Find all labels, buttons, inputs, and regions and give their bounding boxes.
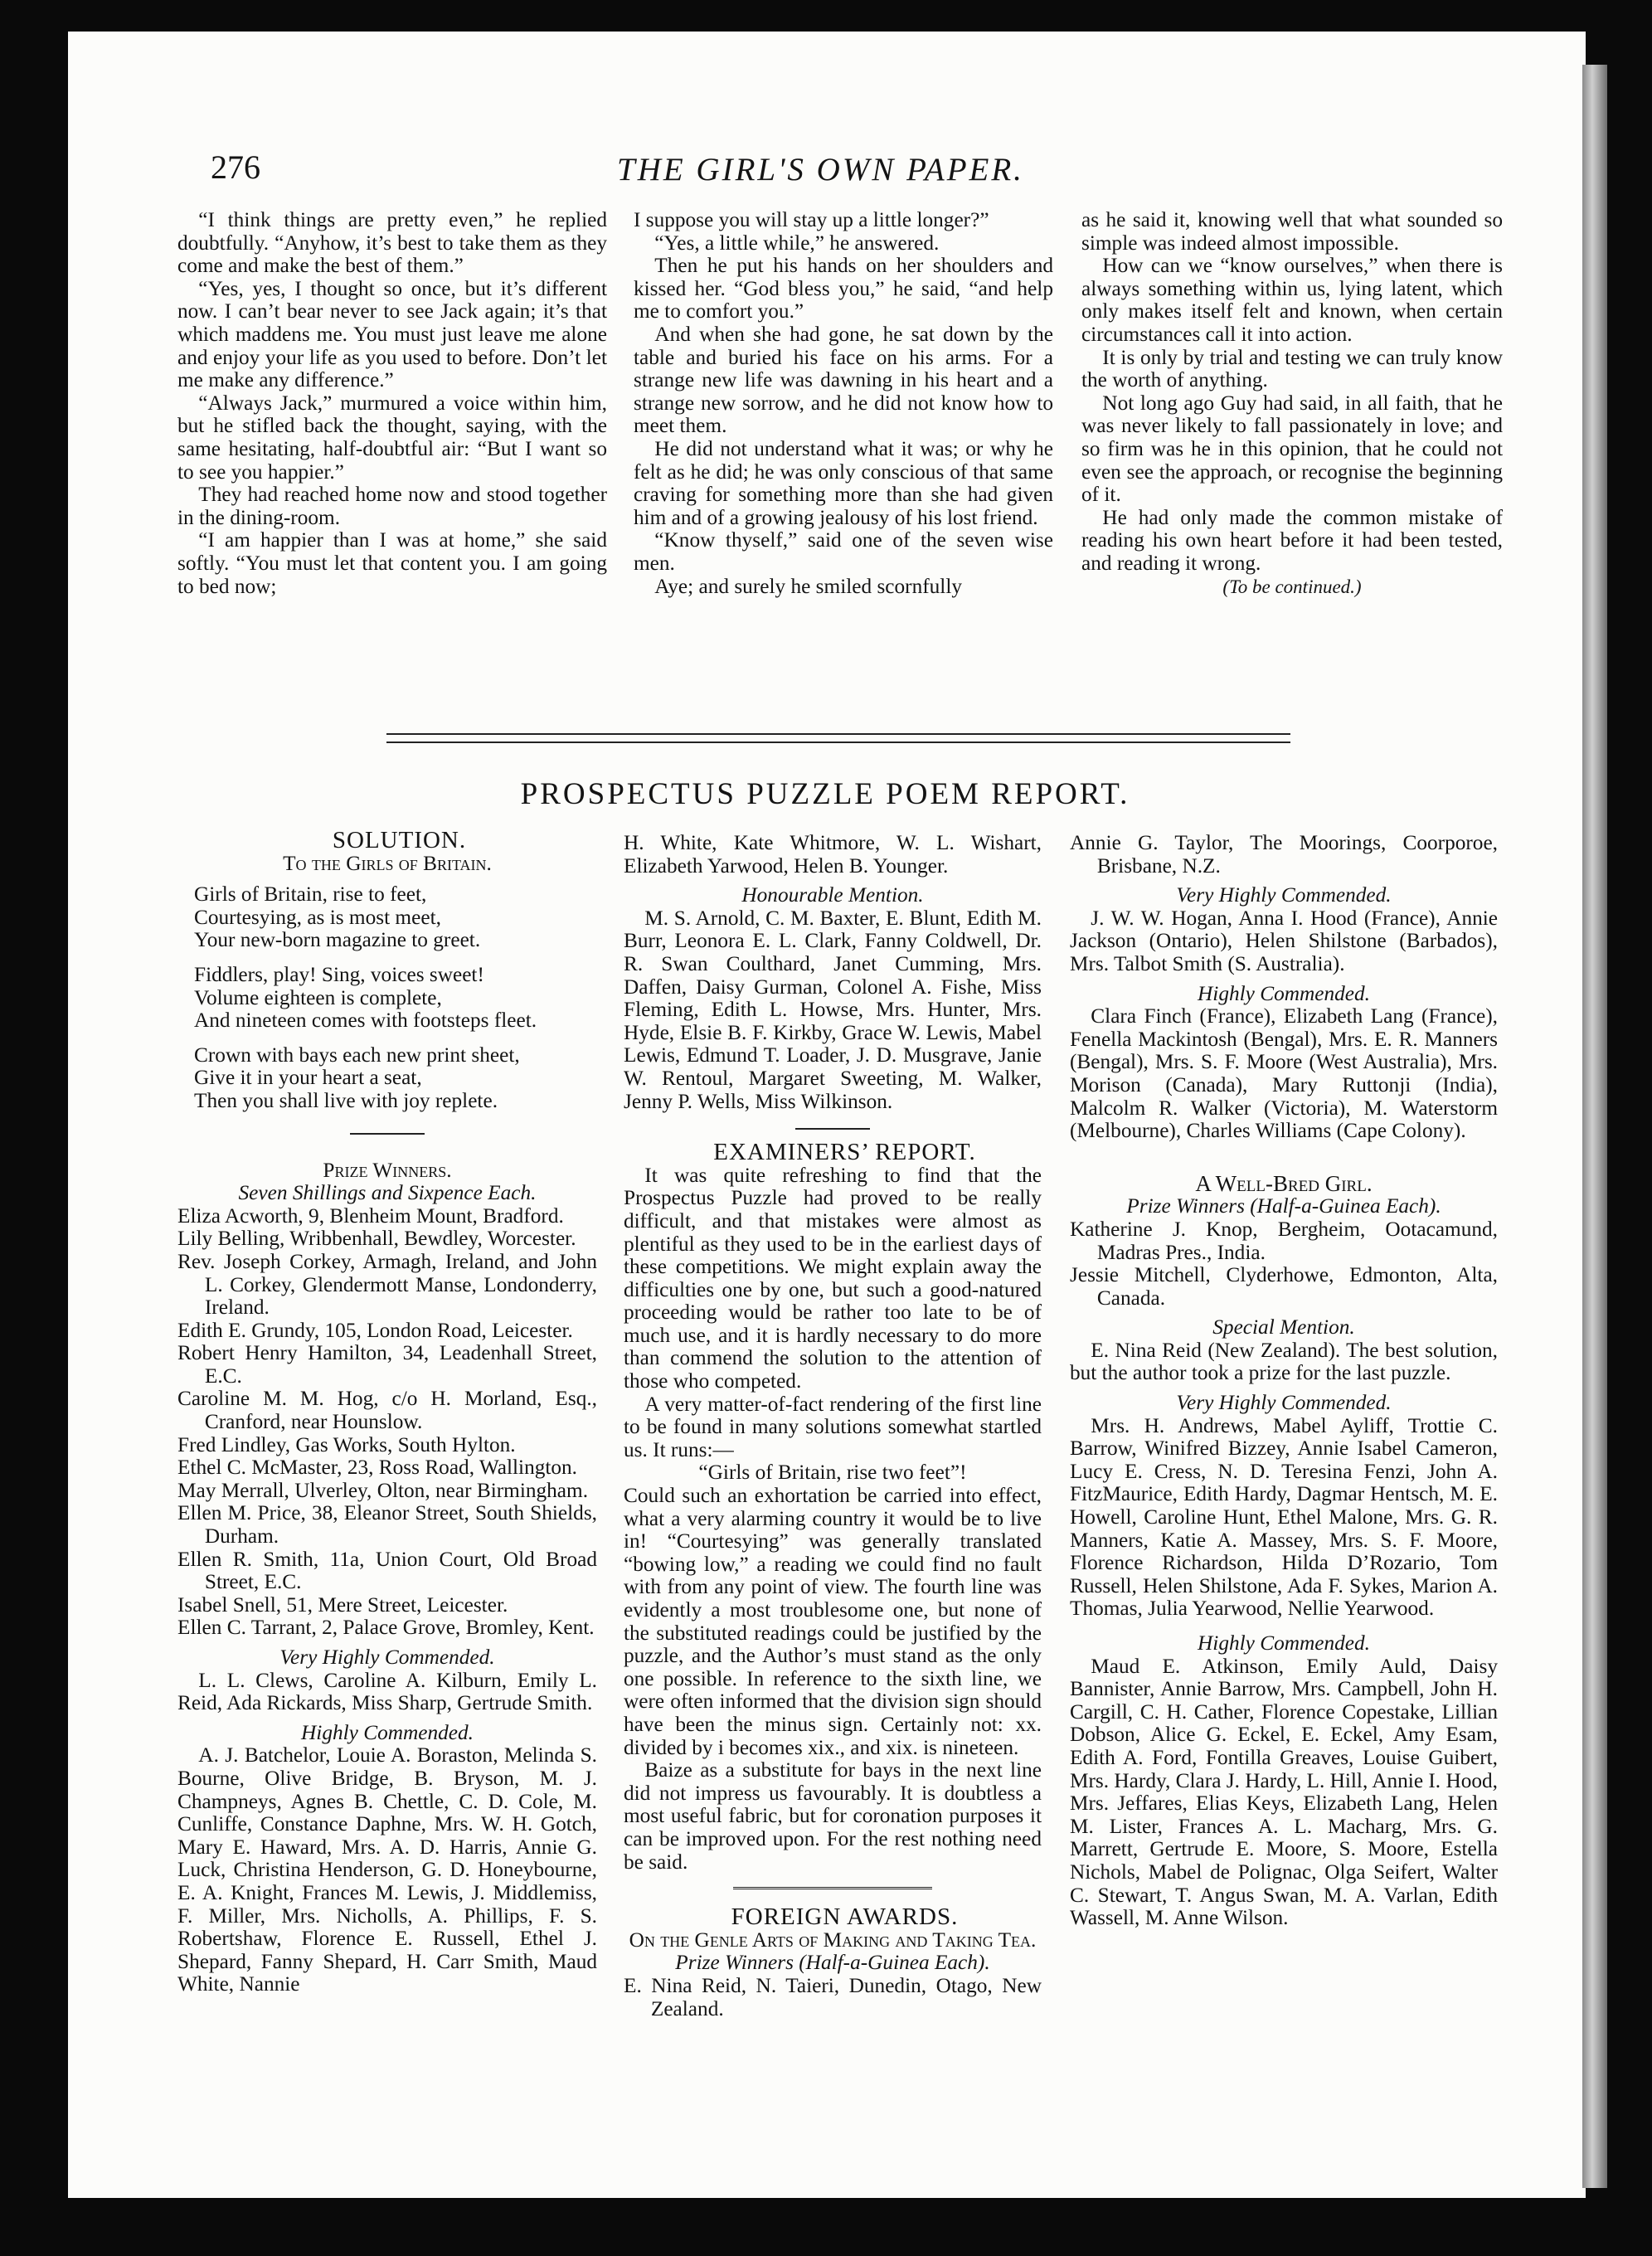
story-paragraph: “Yes, yes, I thought so once, but it’s different now. I can’t bear never to see Jack again; it’s that which maddens me. You must just leave me alone and enjoy your life as you used to before. Don’t let me make any difference.” (177, 276, 607, 392)
prize-winners-heading: Prize Winners. (323, 1158, 452, 1182)
hc-heading: Highly Commended. (301, 1720, 474, 1744)
solution-poem (194, 883, 597, 1112)
poem-line: Then you shall live with joy replete. (194, 1088, 498, 1112)
hc-list: A. J. Batchelor, Louie A. Boraston, Melinda S. Bourne, Olive Bridge, B. Bryson, M. J. Champneys, Agnes B. Chettle, C. D. Cole, M. Cunliffe, Constance Daphne, Mrs. W. H. Gotch, Mary E. Haward, Mrs. A. D. Harris, Annie G. Luck, Christina Henderson, G. D. Honeybourne, E. A. Knight, Frances M. Lewis, J. Middlemiss, F. Miller, Mrs. Nicholls, A. Phillips, F. S. Robertshaw, Florence E. Russell, Ethel J. Shepard, Fanny Shepard, H. Carr Smith, Maud White, Nannie (177, 1743, 597, 1996)
special-mention-text: E. Nina Reid (New Zealand). The best solution, but the author took a prize for the last puzzle. (1070, 1338, 1498, 1385)
prize-winner: Isabel Snell, 51, Mere Street, Leicester. (177, 1592, 508, 1617)
page-header (211, 148, 1090, 197)
well-bred-girl-winner: Jessie Mitchell, Clyderhowe, Edmonton, Alta, Canada. (1070, 1263, 1498, 1310)
story-paragraph: It is only by trial and testing we can truly know the worth of anything. (1081, 345, 1503, 392)
foreign-hc-list: Clara Finch (France), Elizabeth Lang (France), Fenella Mackintosh (Bengal), Mrs. E. R. Manners (Bengal), Mrs. S. F. Moore (West Australia), Mrs. Morison (Canada), Mary Ruttonji (India), Malcolm R. Walker (Victoria), M. Waterstorm (Melbourne), Charles Williams (Cape Colony). (1070, 1004, 1498, 1143)
story-paragraph: “I think things are pretty even,” he replied doubtfully. “Anyhow, it’s best to take them as they come and make the best of them.” (177, 208, 607, 278)
foreign-awards-heading: FOREIGN AWARDS. (731, 1904, 959, 1931)
special-mention-heading: Special Mention. (1212, 1315, 1355, 1340)
examiners-paragraph: It was quite refreshing to find that the Prospectus Puzzle had proved to be really difficult, and that mistakes were almost as plentiful as they used to be in the earliest days of these competitions. We might explain away the difficulties one by one, but such a good-natured proceeding would be rather too late to be of much use, and it is hardly necessary to do more than commend the solution to the attention of those who competed. (624, 1163, 1042, 1393)
poem-line: Crown with bays each new print sheet, (194, 1043, 520, 1067)
examiners-paragraph: Could such an exhortation be carried into effect, what a very alarming country it would be to live in! “Courtesying” was generally translated “bowing low,” a reading we could find no fault with from any point of view. The fourth line was evidently a most troublesome one, but none of the substituted readings could be justified by the puzzle, and the Author’s must stand as the only one possible. In reference to the sixth line, we were often informed that the division sign should have been the minus sign. Certainly not: xx. divided by i becomes xix., and xix. is nineteen. (624, 1484, 1042, 1759)
prize-winner: Caroline M. M. Hog, c/o H. Morland, Esq., Cranford, near Hounslow. (177, 1387, 597, 1434)
poem-title: To the Girls of Britain. (283, 851, 492, 875)
divider (350, 1133, 425, 1135)
story-column-1 (177, 209, 607, 598)
poem-line: Your new-born magazine to greet. (194, 928, 481, 952)
vhc-heading: Very Highly Commended. (279, 1646, 495, 1669)
foreign-vhc-list: J. W. W. Hogan, Anna I. Hood (France), Annie Jackson (Ontario), Helen Shilstone (Barbados), Mrs. Talbot Smith (S. Australia). (1070, 906, 1498, 975)
story-paragraph: He had only made the common mistake of reading his own heart before it had been tested, and reading it wrong. (1081, 505, 1503, 575)
divider (795, 1128, 870, 1130)
well-bred-girl-hc-list: Maud E. Atkinson, Emily Auld, Daisy Bannister, Annie Barrow, Mrs. Campbell, John H. Cargill, C. H. Cather, Florence Copestake, Lillian Dobson, Alice G. Eckel, E. Eckel, Amy Esam, Edith A. Ford, Fontilla Greaves, Louise Guibert, Mrs. Hardy, Clara J. Hardy, L. Hill, Annie I. Hood, Mrs. Jeffares, Elias Keys, Elizabeth Lang, Helen M. Lister, Frances A. L. Macharg, Mrs. G. Marrett, Gertrude E. Moore, S. Moore, Estella Nichols, Mabel de Polignac, Olga Seifert, Walter C. Stewart, T. Angus Swan, M. A. Varlan, Edith Wassell, M. Anne Wilson. (1070, 1654, 1498, 1930)
story-paragraph: And when she had gone, he sat down by the table and buried his face on his arms. For a strange new life was dawning in his heart and a strange new sorrow, and he did not know how to meet them. (634, 322, 1053, 438)
report-column-1 (177, 829, 597, 1996)
prize-winner: Ellen R. Smith, 11a, Union Court, Old Broad Street, E.C. (177, 1547, 597, 1594)
well-bred-girl-vhc-heading: Very Highly Commended. (1176, 1391, 1392, 1415)
prize-winner: May Merrall, Ulverley, Olton, near Birmingham. (177, 1478, 589, 1502)
prize-winner: Fred Lindley, Gas Works, South Hylton. (177, 1432, 516, 1456)
examiners-paragraph: Baize as a substitute for bays in the next line did not impress us favourably. It is doubtless a most useful fabric, but for coronation purposes it can be improved upon. For the rest nothing need be said. (624, 1758, 1042, 1874)
examiners-paragraph: A very matter-of-fact rendering of the first line to be found in many solutions somewhat startled us. It runs:— (624, 1392, 1042, 1461)
divider (733, 1887, 932, 1889)
prize-winner: Robert Henry Hamilton, 34, Leadenhall Street, E.C. (177, 1341, 597, 1388)
story-paragraph: How can we “know ourselves,” when there is always something within us, lying latent, which only makes itself felt and known, when certain circumstances call it into action. (1081, 254, 1503, 346)
book-spine-edge (1582, 65, 1607, 2188)
section-divider (386, 733, 1290, 743)
masthead: THE GIRL'S OWN PAPER. (617, 152, 1024, 187)
report-title: PROSPECTUS PUZZLE POEM REPORT. (520, 777, 1130, 811)
story-paragraph: Then he put his hands on her shoulders and kissed her. “God bless you,” he said, “and help me to comfort you.” (634, 254, 1053, 323)
foreign-hc-heading: Highly Commended. (1198, 981, 1370, 1005)
to-be-continued: (To be continued.) (1222, 576, 1362, 597)
report-column-2 (624, 832, 1042, 2020)
vhc-list: L. L. Clews, Caroline A. Kilburn, Emily L. Reid, Ada Rickards, Miss Sharp, Gertrude Smith. (177, 1668, 597, 1715)
well-bred-girl-prize-heading: Prize Winners (Half-a-Guinea Each). (1126, 1194, 1441, 1218)
prize-winner: Edith E. Grundy, 105, London Road, Leicester. (177, 1318, 573, 1342)
foreign-vhc-heading: Very Highly Commended. (1176, 883, 1392, 907)
story-column-2 (634, 209, 1053, 598)
story-column-3 (1081, 209, 1503, 598)
story-paragraph: Aye; and surely he smiled scornfully (654, 574, 963, 598)
solution-heading: SOLUTION. (332, 827, 467, 853)
story-paragraph: He did not understand what it was; or why he felt as he did; he was only conscious of that same craving for something more than she had given him and of a growing jealousy of his lost friend. (634, 436, 1053, 529)
poem-line: Fiddlers, play! Sing, voices sweet! (194, 962, 484, 986)
examiners-quote: “Girls of Britain, rise two feet”! (698, 1461, 967, 1485)
story-paragraph: I suppose you will stay up a little longer?” (634, 208, 989, 231)
poem-line: And nineteen comes with footsteps fleet. (194, 1009, 537, 1033)
foreign-prize-winner: E. Nina Reid, N. Taieri, Dunedin, Otago, New Zealand. (624, 1973, 1042, 2020)
prize-winner: Eliza Acworth, 9, Blenheim Mount, Bradford. (177, 1203, 564, 1228)
story-paragraph: as he said it, knowing well that what sounded so simple was indeed almost impossible. (1081, 208, 1503, 255)
foreign-awards-subheading: On the Genle Arts of Making and Taking Tea. (629, 1928, 1037, 1952)
prize-winner: Ellen C. Tarrant, 2, Palace Grove, Bromley, Kent. (177, 1616, 595, 1640)
poem-line: Volume eighteen is complete, (194, 985, 442, 1009)
story-paragraph: “Always Jack,” murmured a voice within him, but he stifled back the thought, saying, with the same hesitating, half-doubtful air: “But I want so to see you happier.” (177, 391, 607, 484)
foreign-prize-winners-heading: Prize Winners (Half-a-Guinea Each). (675, 1951, 990, 1975)
story-paragraph: “Know thyself,” said one of the seven wise men. (634, 528, 1053, 575)
well-bred-girl-vhc-list: Mrs. H. Andrews, Mabel Ayliff, Trottie C. Barrow, Winifred Bizzey, Annie Isabel Cameron, Lucy E. Cress, N. D. Teresina Fenzi, John A. FitzMaurice, Edith Hardy, Dagmar Hentsch, M. E. Howell, Caroline Hunt, Ethel Malone, Mrs. G. R. Manners, Katie A. Massey, Mrs. S. F. Moore, Florence Richardson, Hilda D’Rozario, Tom Russell, Helen Shilstone, Ada F. Sykes, Marion A. Thomas, Julia Yearwood, Nellie Yearwood. (1070, 1413, 1498, 1621)
well-bred-girl-winner: Katherine J. Knop, Bergheim, Ootacamund, Madras Pres., India. (1070, 1217, 1498, 1264)
story-paragraph: They had reached home now and stood together in the dining-room. (177, 483, 607, 529)
hm-list: M. S. Arnold, C. M. Baxter, E. Blunt, Edith M. Burr, Leonora E. L. Clark, Fanny Coldwell, Dr. R. Swan Coulthard, Janet Cumming, Mrs. Daffen, Daisy Gurman, Colonel A. Fishe, Miss Fleming, Edith L. Howse, Mrs. Hunter, Mrs. Hyde, Elsie B. F. Kirkby, Grace W. Lewis, Mabel Lewis, Edmund T. Loader, J. D. Musgrave, Janie W. Rentoul, Margaret Sweeting, M. Walker, Jenny P. Wells, Miss Wilkinson. (624, 906, 1042, 1113)
report-column-3 (1070, 832, 1498, 1930)
hc-list-continued: H. White, Kate Whitmore, W. L. Wishart, Elizabeth Yarwood, Helen B. Younger. (624, 831, 1042, 878)
prize-winners-subheading: Seven Shillings and Sixpence Each. (238, 1181, 537, 1205)
well-bred-girl-heading: A Well-Bred Girl. (1195, 1170, 1373, 1196)
foreign-prize-winner: Annie G. Taylor, The Moorings, Coorporoe, Brisbane, N.Z. (1070, 831, 1498, 878)
prize-winner: Ethel C. McMaster, 23, Ross Road, Wallington. (177, 1456, 578, 1480)
story-paragraph: “Yes, a little while,” he answered. (654, 231, 940, 255)
prize-winner: Rev. Joseph Corkey, Armagh, Ireland, and John L. Corkey, Glendermott Manse, Londonderry, Ireland. (177, 1249, 597, 1320)
poem-line: Girls of Britain, rise to feet, (194, 882, 427, 907)
page-number: 276 (211, 148, 260, 186)
well-bred-girl-hc-heading: Highly Commended. (1198, 1631, 1370, 1655)
poem-line: Courtesying, as is most meet, (194, 905, 441, 929)
story-paragraph: “I am happier than I was at home,” she said softly. “You must let that content you. I am going to bed now; (177, 528, 607, 598)
examiners-heading: EXAMINERS’ REPORT. (713, 1139, 976, 1166)
prize-winner: Ellen M. Price, 38, Eleanor Street, South Shields, Durham. (177, 1501, 597, 1549)
story-paragraph: Not long ago Guy had said, in all faith, that he was never likely to fall passionately in love; and so firm was he in this opinion, that he could not even see the approach, or recognise the beginning of it. (1081, 391, 1503, 507)
hm-heading: Honourable Mention. (741, 883, 924, 907)
poem-line: Give it in your heart a seat, (194, 1066, 422, 1090)
prize-winner: Lily Belling, Wribbenhall, Bewdley, Worcester. (177, 1227, 576, 1251)
